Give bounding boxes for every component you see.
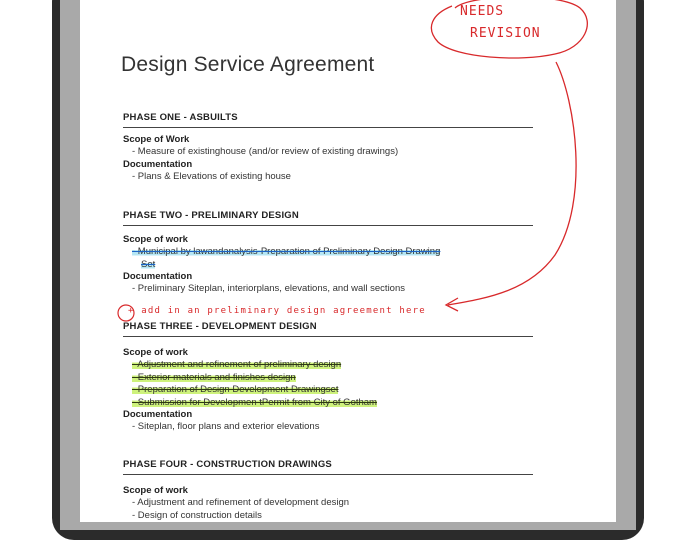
phase-title: PHASE ONE - ASBUILTS — [123, 112, 533, 128]
documentation-item: - Plans & Elevations of existing house — [132, 170, 291, 182]
documentation-item: - Preliminary Siteplan, interiorplans, elevations, and wall sections — [132, 283, 405, 294]
highlighted-text: - Submission for Developmen tPermit from City of Gotham — [132, 396, 377, 408]
needs-revision-note: REVISION — [470, 26, 541, 41]
highlighted-text: - Exterior materials and finishes design — [132, 371, 296, 383]
revision-arrow — [448, 62, 576, 305]
documentation-label: Documentation — [123, 271, 193, 282]
document-title: Design Service Agreement — [121, 53, 375, 76]
documentation-item: - Siteplan, floor plans and exterior elevations — [132, 421, 320, 432]
add-agreement-note: + add in an preliminary design agreement here — [128, 306, 426, 316]
phase-title: PHASE FOUR - CONSTRUCTION DRAWINGS — [123, 459, 533, 475]
scope-label: Scope of work — [123, 485, 188, 496]
needs-revision-note: NEEDS — [460, 4, 505, 19]
scope-label: Scope of Work — [123, 134, 190, 145]
scope-label: Scope of work — [123, 347, 188, 358]
scope-item: - Adjustment and refinement of development design — [132, 497, 350, 508]
scope-label: Scope of work — [123, 234, 188, 245]
documentation-label: Documentation — [123, 158, 193, 170]
struck-text: Set — [141, 258, 156, 270]
struck-text: - Municipal by lawandanalysis-Preparation of Preliminary Design Drawing — [132, 246, 441, 257]
scope-item: - Measure of existinghouse (and/or review of existing drawings) — [132, 146, 399, 157]
highlighted-text: - Preparation of Design Development Drawingset — [132, 384, 339, 395]
documentation-label: Documentation — [123, 409, 193, 420]
scope-item: - Design of construction details — [132, 509, 262, 521]
phase-title: PHASE THREE - DEVELOPMENT DESIGN — [123, 321, 533, 337]
phase-title: PHASE TWO - PRELIMINARY DESIGN — [123, 210, 533, 226]
highlighted-text: - Adjustment and refinement of preliminary design — [132, 359, 342, 370]
